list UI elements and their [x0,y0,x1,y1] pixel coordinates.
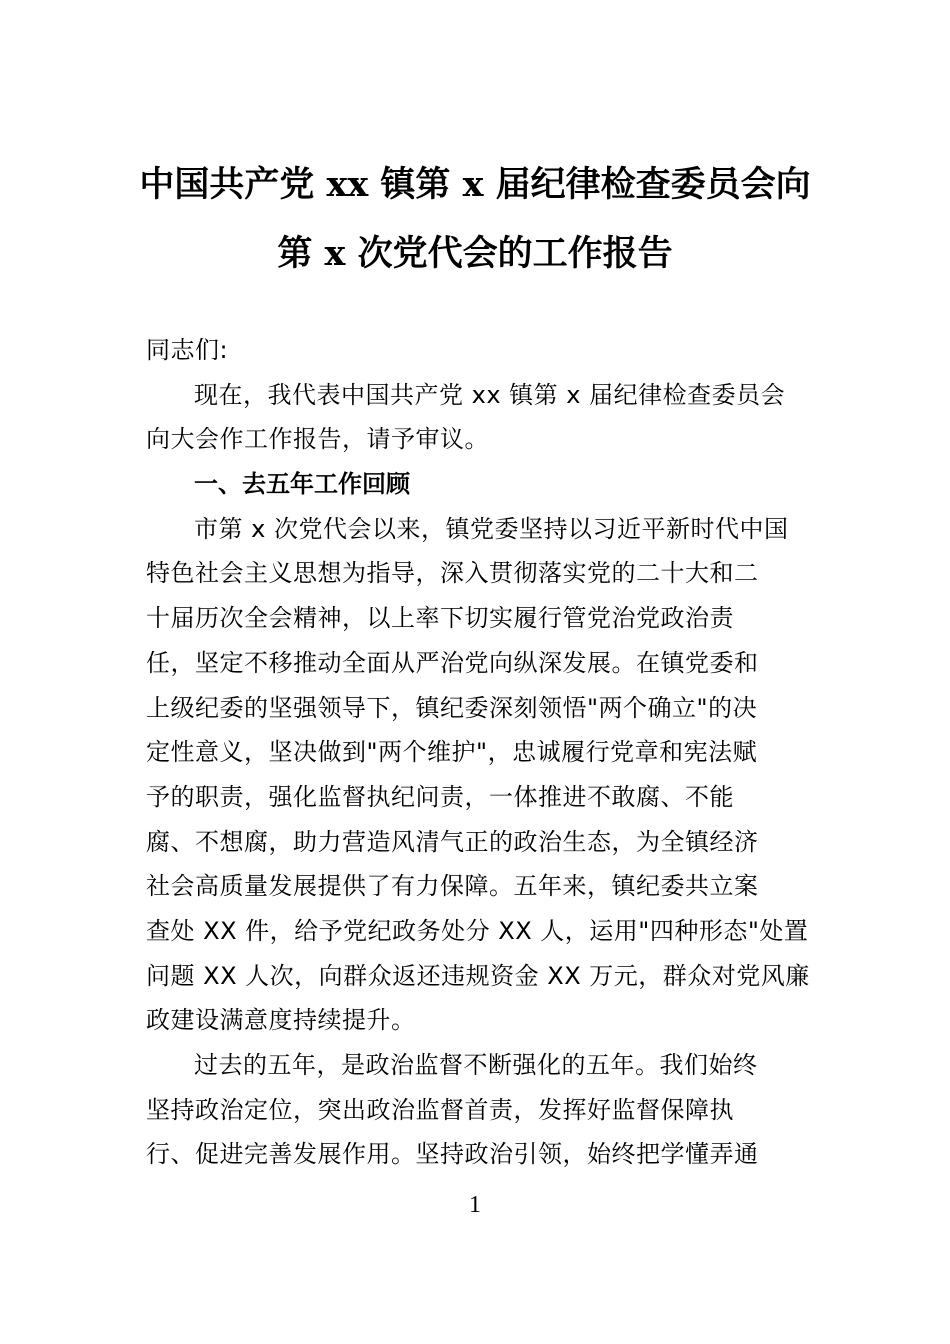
paragraph-1-line: 查处 XX 件，给予党纪政务处分 XX 人，运用"四种形态"处置 [146,916,809,945]
paragraph-1-line: 市第 x 次党代会以来，镇党委坚持以习近平新时代中国 [194,514,789,543]
document-title-line-1: 中国共产党 xx 镇第 x 届纪律检查委员会向 [139,164,811,205]
section-heading: 一、去五年工作回顾 [194,470,410,499]
paragraph-1-line: 政建设满意度持续提升。 [146,1006,416,1035]
salutation: 同志们: [146,336,229,364]
paragraph-1-line: 予的职责，强化监督执纪问责，一体推进不敢腐、不能 [146,782,734,811]
page-number: 1 [469,1192,481,1218]
paragraph-2-line: 过去的五年，是政治监督不断强化的五年。我们始终 [194,1051,758,1079]
paragraph-2-line: 坚持政治定位，突出政治监督首责，发挥好监督保障执 [146,1095,734,1124]
paragraph-1-line: 任，坚定不移推动全面从严治党向纵深发展。在镇党委和 [146,648,759,677]
paragraph-1-line: 特色社会主义思想为指导，深入贯彻落实党的二十大和二 [146,559,759,588]
paragraph-2-line: 行、促进完善发展作用。坚持政治引领，始终把学懂弄通 [146,1140,759,1169]
paragraph-1-line: 社会高质量发展提供了有力保障。五年来，镇纪委共立案 [146,872,759,901]
document-title-line-2: 第 x 次党代会的工作报告 [277,233,673,274]
paragraph-1-line: 定性意义，坚决做到"两个维护"，忠诚履行党章和宪法赋 [146,738,758,767]
paragraph-1-line: 腐、不想腐，助力营造风清气正的政治生态，为全镇经济 [146,827,759,856]
intro-line: 向大会作工作报告，请予审议。 [146,425,489,454]
document-body [146,328,808,1177]
paragraph-1-line: 问题 XX 人次，向群众返还违规资金 XX 万元，群众对党风廉 [146,961,810,990]
paragraph-1-line: 十届历次全会精神，以上率下切实履行管党治党政治责 [146,604,734,633]
intro-line: 现在，我代表中国共产党 xx 镇第 x 届纪律检查委员会 [194,380,786,409]
paragraph-1-line: 上级纪委的坚强领导下，镇纪委深刻领悟"两个确立"的决 [146,693,758,722]
